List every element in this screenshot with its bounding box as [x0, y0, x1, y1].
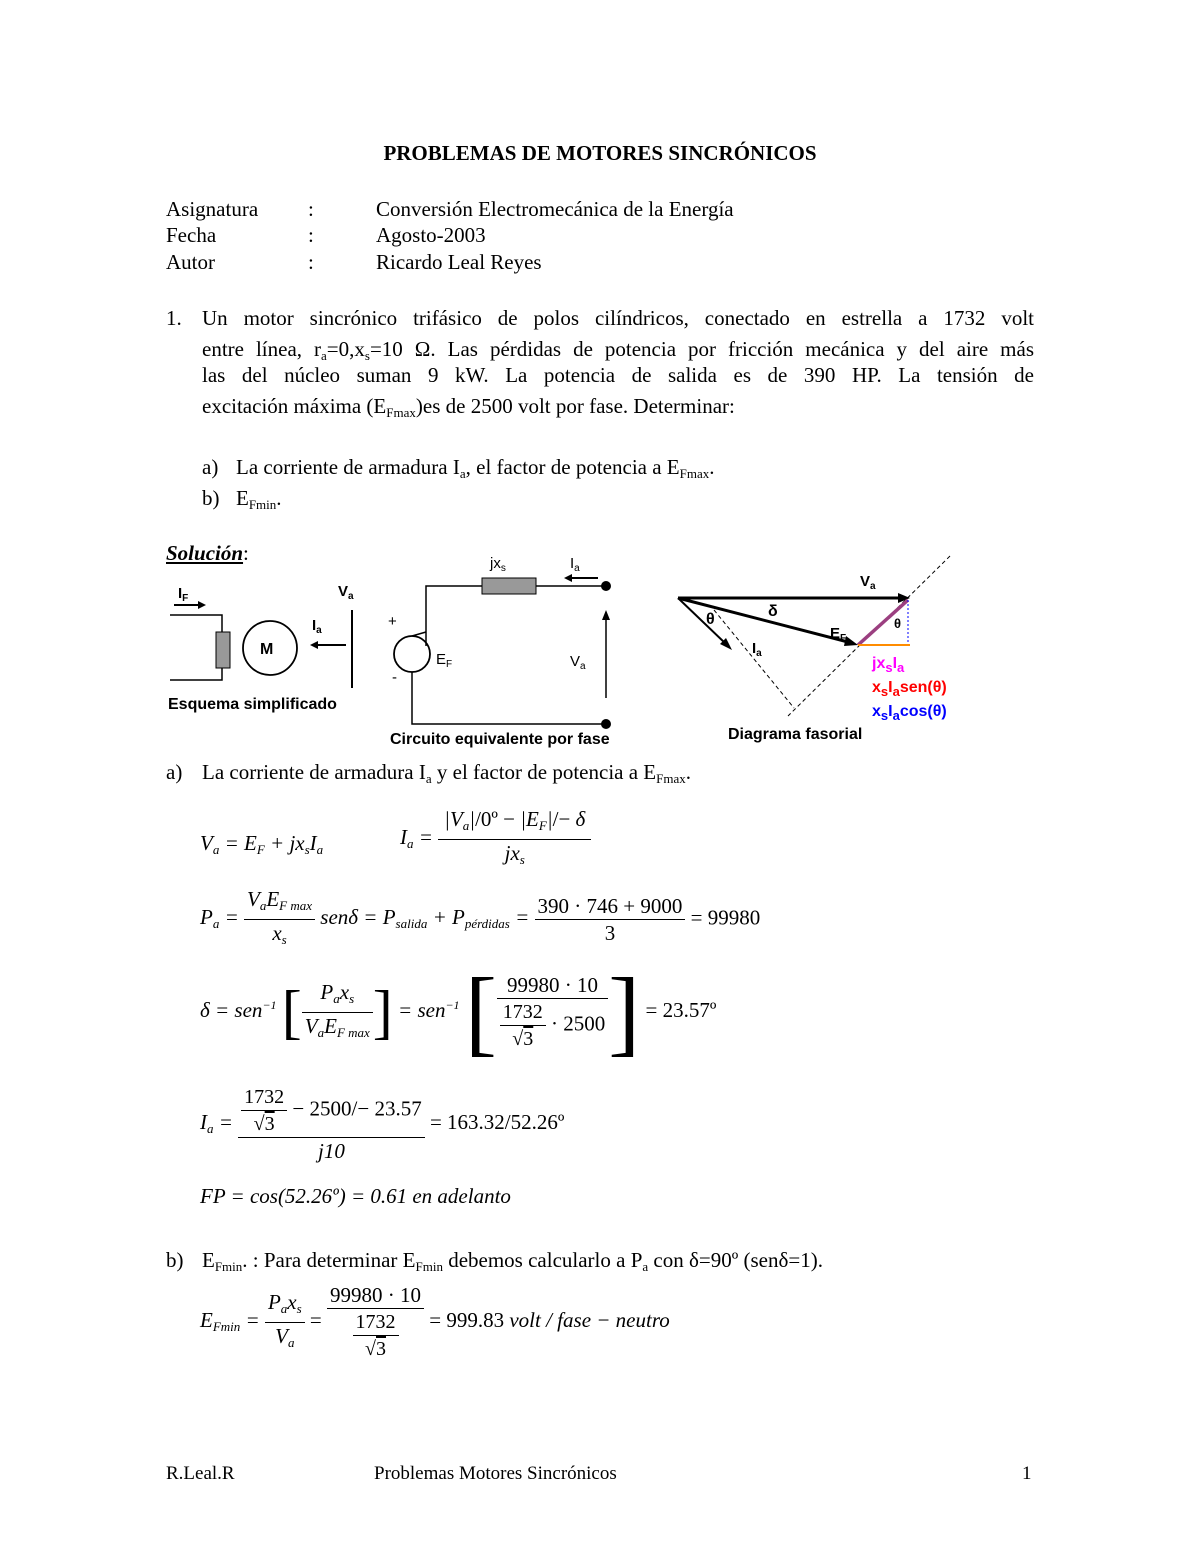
- ia-phasor-label: $I_a$: [752, 640, 762, 659]
- ef-phasor: [678, 598, 848, 642]
- ia-arrowhead: [564, 574, 572, 582]
- meta-sep: :: [308, 197, 314, 221]
- field-wire-bottom: [170, 668, 222, 680]
- wire-src-join: [412, 632, 426, 636]
- problem-line-3: las del núcleo suman 9 kW. La potencia de salida es de 390 HP. La tensión de: [202, 363, 1034, 387]
- field-wire-top: [170, 615, 222, 632]
- meta-sep: :: [308, 223, 314, 247]
- ia-arrowhead: [310, 641, 318, 649]
- theta-label-right: θ: [894, 616, 902, 631]
- wire-left-top: [426, 586, 482, 632]
- footer-author: R.Leal.R: [166, 1463, 235, 1484]
- eq-fp: FP = cos(52.26º) = 0.61 en adelanto: [200, 1184, 511, 1208]
- part-b-text: $E_{Fmin}$. : Para determinar $E_{Fmin}$ debemos calcularlo a $P_a$ con δ=90º (senδ=1).: [202, 1248, 823, 1274]
- problem-line-1: Un motor sincrónico trifásico de polos cilíndricos, conectado en estrella a 1732 volt: [202, 306, 1034, 330]
- ia-label: $I_a$: [312, 617, 322, 636]
- question-a-label: a): [202, 455, 219, 479]
- meta-key-autor: Autor: [166, 250, 215, 274]
- minus-sign: -: [392, 669, 397, 686]
- terminal-bottom: [601, 719, 611, 729]
- question-a-text: La corriente de armadura $I_a$, el factor de potencia a $E_{Fmax}$.: [236, 455, 715, 481]
- ia-label: $I_a$: [570, 555, 580, 574]
- va-label: $V_a$: [570, 653, 586, 672]
- eq-ia-def: $I_a$ = $\frac{|V_a|/0º - |E_F|/- \delta}{jx_s}$: [400, 806, 591, 873]
- eq-efmin: $E_{Fmin}$ = $\frac{P_ax_s}{V_a}$ = $\frac{99980 \cdot 10}{\frac{1732}{√3}}$ = 999.83 volt / fase − neutro: [200, 1283, 670, 1360]
- field-winding: [216, 632, 230, 668]
- part-a-text: La corriente de armadura $I_a$ y el factor de potencia a $E_{Fmax}$.: [202, 760, 691, 786]
- page-number: 1: [1022, 1463, 1032, 1484]
- question-b-text: $E_{Fmin}$.: [236, 486, 282, 512]
- eq-va: $V_a = E_F + jx_sI_a$: [200, 831, 324, 857]
- meta-value-autor: Ricardo Leal Reyes: [376, 250, 542, 274]
- eq-delta: δ = sen$^{-1}$ [ $\frac{P_ax_s}{V_aE_{F max}}$ ] = sen$^{-1}$ [ 99980 · 10 $\frac{1732}{√3}$ · 2500 ] = 23.57º: [200, 958, 717, 1065]
- equivalent-circuit-diagram: [382, 548, 632, 738]
- jxs-label: $jx_s$: [490, 555, 506, 574]
- ef-phasor-label: $E_F$: [830, 625, 847, 644]
- meta-sep: :: [308, 250, 314, 274]
- fig1-caption: Esquema simplificado: [168, 696, 337, 713]
- delta-label: δ: [768, 603, 778, 620]
- va-label: $V_a$: [338, 583, 354, 602]
- motor-label: M: [260, 641, 274, 658]
- fig3-caption: Diagrama fasorial: [728, 726, 863, 743]
- xs-ia-cos-label: $x_sI_a\cos(\theta)$: [872, 703, 947, 723]
- eq-ia: $I_a$ = $\frac{1732}{√3}$ − 2500/− 23.57 j10 = 163.32/52.26º: [200, 1086, 565, 1163]
- terminal-top: [601, 581, 611, 591]
- part-b-label: b): [166, 1248, 184, 1272]
- reactance-xs: [482, 578, 536, 594]
- ef-label: $E_F$: [436, 651, 453, 670]
- if-label: $I_F$: [178, 585, 189, 604]
- eq-pa: $P_a$ = $\frac{V_aE_{F max}}{x_s}$ $sen\delta = P_{salida} + P_{pérdidas}$ = $\frac{390 \cdot 746 + 9000}{3}$ = 99980: [200, 887, 761, 947]
- theta-label-left: θ: [706, 611, 715, 628]
- va-arrowhead: [602, 610, 610, 620]
- solution-label: Solución:: [166, 541, 249, 565]
- problem-line-4: excitación máxima $(E_{Fmax})es$ de 2500 volt por fase. Determinar:: [202, 394, 735, 420]
- if-arrowhead: [198, 601, 206, 609]
- meta-key-fecha: Fecha: [166, 223, 217, 247]
- jxs-ia-label: $jx_sI_a$: [872, 655, 905, 675]
- footer-title: Problemas Motores Sincrónicos: [374, 1463, 617, 1484]
- meta-value-fecha: Agosto-2003: [376, 223, 486, 247]
- plus-sign: +: [388, 613, 397, 630]
- ef-source: [394, 636, 430, 672]
- part-a-label: a): [166, 760, 183, 784]
- page-title: PROBLEMAS DE MOTORES SINCRÓNICOS: [383, 141, 817, 165]
- meta-value-asignatura: Conversión Electromecánica de la Energía: [376, 197, 734, 221]
- meta-key-asignatura: Asignatura: [166, 197, 259, 221]
- xs-ia-sen-label: $x_sI_asen(\theta)$: [872, 679, 947, 699]
- problem-line-2: entre línea, $r_a=0,x_s=10$ Ω. Las pérdidas de potencia por fricción mecánica y del aire más: [202, 337, 1034, 363]
- fig2-caption: Circuito equivalente por fase: [390, 731, 610, 748]
- va-phasor-label: $V_a$: [860, 573, 876, 592]
- question-b-label: b): [202, 486, 220, 510]
- wire-bottom: [412, 672, 604, 724]
- problem-number: 1.: [166, 306, 182, 330]
